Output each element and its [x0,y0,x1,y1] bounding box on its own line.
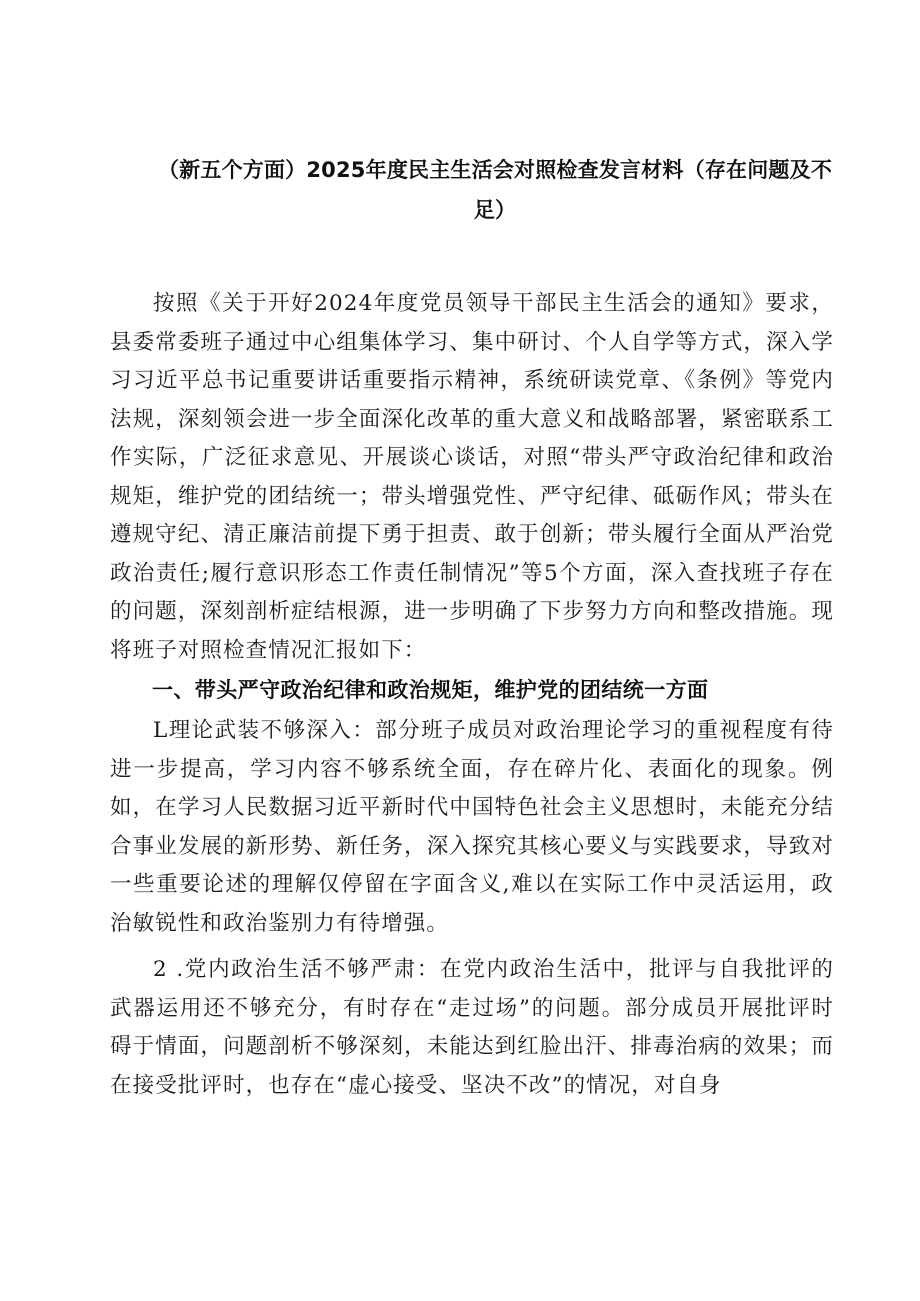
document-body [110,285,834,1105]
item-paragraph-1: L理论武装不够深入：部分班子成员对政治理论学习的重视程度有待进一步提高，学习内容不够系统全面，存在碎片化、表面化的现象。例如，在学习人民数据习近平新时代中国特色社会主义思想时，未能充分结合事业发展的新形势、新任务，深入探究其核心要义与实践要求，导致对一些重要论述的理解仅停留在字面含义,难以在实际工作中灵活运用，政治敏锐性和政治鉴别力有待增强。 [110,718,834,936]
intro-paragraph: 按照《关于开好2024年度党员领导干部民主生活会的通知》要求，县委常委班子通过中心组集体学习、集中研讨、个人自学等方式，深入学习习近平总书记重要讲话重要指示精神，系统研读党章、《条例》等党内法规，深刻领会进一步全面深化改革的重大意义和战略部署，紧密联系工作实际，广泛征求意见、开展谈心谈话，对照“带头严守政治纪律和政治规矩，维护党的团结统一；带头增强党性、严守纪律、砥砺作风；带头在遵规守纪、清正廉洁前提下勇于担责、敢于创新；带头履行全面从严治党政治责任;履行意识形态工作责任制情况”等5个方面，深入查找班子存在的问题，深刻剖析症结根源，进一步明确了下步努力方向和整改措施。现将班子对照检查情况汇报如下： [110,291,834,663]
section-heading: 一、带头严守政治纪律和政治规矩，维护党的团结统一方面 [152,678,709,702]
item-paragraph-2: 2 .党内政治生活不够严肃：在党内政治生活中，批评与自我批评的武器运用还不够充分，有时存在“走过场”的问题。部分成员开展批评时碍于情面，问题剖析不够深刻，未能达到红脸出汗、排毒治病的效果；而在接受批评时，也存在“虚心接受、坚决不改”的情况，对自身 [110,957,834,1098]
document-title: （新五个方面）2025年度民主生活会对照检查发言材料（存在问题及不足） [157,158,833,222]
